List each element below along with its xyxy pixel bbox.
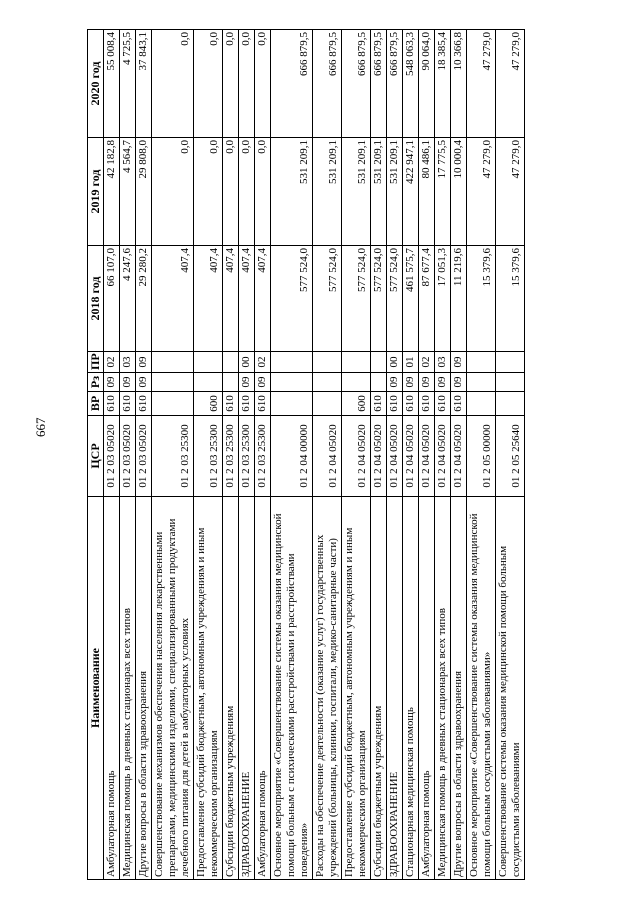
table-row bbox=[223, 30, 239, 880]
cell-2020: 0,0 bbox=[239, 30, 255, 138]
cell-pr bbox=[152, 352, 194, 373]
cell-2018: 577 524,0 bbox=[313, 246, 342, 352]
cell-2020: 18 385,4 bbox=[435, 30, 451, 138]
cell-2018: 4 247,6 bbox=[120, 246, 136, 352]
cell-vr: 610 bbox=[435, 392, 451, 416]
page-number: 667 bbox=[33, 417, 48, 437]
table-row bbox=[403, 30, 419, 880]
cell-name: Основное мероприятие «Совершенствование системы оказания медицинской помощи больным сосудистыми заболеваниями» bbox=[467, 497, 496, 880]
cell-pr: 00 bbox=[387, 352, 403, 373]
cell-pr bbox=[371, 352, 387, 373]
cell-2018: 17 051,3 bbox=[435, 246, 451, 352]
cell-2020: 55 008,4 bbox=[104, 30, 120, 138]
table-row bbox=[496, 30, 525, 880]
cell-2018: 15 379,6 bbox=[496, 246, 525, 352]
cell-name: Амбулаторная помощь bbox=[419, 497, 435, 880]
cell-2018: 461 575,7 bbox=[403, 246, 419, 352]
header-vr: ВР bbox=[88, 392, 104, 416]
cell-name: Субсидии бюджетным учреждениям bbox=[371, 497, 387, 880]
cell-2018: 407,4 bbox=[239, 246, 255, 352]
cell-csr: 01 2 04 00000 bbox=[271, 416, 313, 497]
cell-2020: 47 279,0 bbox=[496, 30, 525, 138]
cell-name: Предоставление субсидий бюджетным, автономным учреждениям и иным некоммерческим организациям bbox=[342, 497, 371, 880]
budget-table bbox=[87, 29, 525, 880]
table-header-row bbox=[88, 30, 104, 880]
cell-name: Другие вопросы в области здравоохранения bbox=[451, 497, 467, 880]
cell-2020: 666 879,5 bbox=[387, 30, 403, 138]
cell-2019: 17 775,5 bbox=[435, 138, 451, 246]
cell-vr: 610 bbox=[239, 392, 255, 416]
cell-rz: 09 bbox=[120, 373, 136, 392]
cell-vr: 610 bbox=[387, 392, 403, 416]
cell-2018: 29 280,2 bbox=[136, 246, 152, 352]
cell-csr: 01 2 04 05020 bbox=[342, 416, 371, 497]
cell-2019: 0,0 bbox=[223, 138, 239, 246]
cell-2018: 577 524,0 bbox=[387, 246, 403, 352]
cell-2019: 80 486,1 bbox=[419, 138, 435, 246]
cell-name: Совершенствование системы оказания медицинской помощи больным сосудистыми заболеваниями bbox=[496, 497, 525, 880]
table-row bbox=[435, 30, 451, 880]
cell-csr: 01 2 04 05020 bbox=[451, 416, 467, 497]
cell-rz: 09 bbox=[255, 373, 271, 392]
cell-rz bbox=[496, 373, 525, 392]
cell-vr: 610 bbox=[451, 392, 467, 416]
cell-csr: 01 2 03 05020 bbox=[136, 416, 152, 497]
cell-name: Субсидии бюджетным учреждениям bbox=[223, 497, 239, 880]
cell-rz: 09 bbox=[435, 373, 451, 392]
cell-vr: 610 bbox=[136, 392, 152, 416]
cell-2019: 47 279,0 bbox=[467, 138, 496, 246]
cell-vr bbox=[152, 392, 194, 416]
cell-pr bbox=[223, 352, 239, 373]
header-2019: 2019 год bbox=[88, 138, 104, 246]
cell-rz: 09 bbox=[451, 373, 467, 392]
table-row bbox=[387, 30, 403, 880]
table-row bbox=[451, 30, 467, 880]
cell-pr: 09 bbox=[136, 352, 152, 373]
cell-rz: 09 bbox=[387, 373, 403, 392]
table-row bbox=[104, 30, 120, 880]
cell-rz: 09 bbox=[239, 373, 255, 392]
cell-vr bbox=[271, 392, 313, 416]
cell-2018: 577 524,0 bbox=[342, 246, 371, 352]
cell-vr: 610 bbox=[104, 392, 120, 416]
cell-name: Амбулаторная помощь bbox=[255, 497, 271, 880]
cell-rz: 09 bbox=[403, 373, 419, 392]
cell-vr bbox=[313, 392, 342, 416]
cell-pr bbox=[342, 352, 371, 373]
cell-2020: 666 879,5 bbox=[371, 30, 387, 138]
cell-pr: 02 bbox=[104, 352, 120, 373]
cell-csr: 01 2 04 05020 bbox=[371, 416, 387, 497]
cell-rz bbox=[223, 373, 239, 392]
cell-rz bbox=[467, 373, 496, 392]
cell-rz bbox=[271, 373, 313, 392]
rotated-page-content bbox=[87, 30, 610, 880]
cell-vr: 610 bbox=[419, 392, 435, 416]
cell-2018: 66 107,0 bbox=[104, 246, 120, 352]
cell-csr: 01 2 04 05020 bbox=[387, 416, 403, 497]
cell-pr: 02 bbox=[255, 352, 271, 373]
cell-pr: 01 bbox=[403, 352, 419, 373]
cell-pr bbox=[194, 352, 223, 373]
cell-vr: 610 bbox=[223, 392, 239, 416]
cell-2018: 11 219,6 bbox=[451, 246, 467, 352]
cell-csr: 01 2 05 25640 bbox=[496, 416, 525, 497]
cell-2019: 10 000,4 bbox=[451, 138, 467, 246]
cell-2020: 37 843,1 bbox=[136, 30, 152, 138]
cell-csr: 01 2 04 05020 bbox=[435, 416, 451, 497]
cell-rz bbox=[194, 373, 223, 392]
table-row bbox=[467, 30, 496, 880]
cell-pr: 03 bbox=[435, 352, 451, 373]
cell-2018: 407,4 bbox=[255, 246, 271, 352]
cell-2019: 531 209,1 bbox=[313, 138, 342, 246]
table-row bbox=[136, 30, 152, 880]
cell-2019: 531 209,1 bbox=[271, 138, 313, 246]
cell-name: Основное мероприятие «Совершенствование системы оказания медицинской помощи больным с психическими расстройствами и расстройствами поведения» bbox=[271, 497, 313, 880]
cell-2020: 666 879,5 bbox=[271, 30, 313, 138]
cell-2018: 407,4 bbox=[152, 246, 194, 352]
table-row bbox=[271, 30, 313, 880]
table-row bbox=[371, 30, 387, 880]
cell-csr: 01 2 03 25300 bbox=[255, 416, 271, 497]
cell-vr: 610 bbox=[120, 392, 136, 416]
cell-2019: 0,0 bbox=[152, 138, 194, 246]
cell-vr: 600 bbox=[342, 392, 371, 416]
cell-name: Совершенствование механизмов обеспечения населения лекарственными препаратами, медицинскими изделиями, специализированными продуктами лечебного питания для детей в амбулаторных условиях bbox=[152, 497, 194, 880]
cell-rz: 09 bbox=[419, 373, 435, 392]
cell-2019: 29 808,0 bbox=[136, 138, 152, 246]
cell-csr: 01 2 04 05020 bbox=[403, 416, 419, 497]
cell-pr: 00 bbox=[239, 352, 255, 373]
table-row bbox=[194, 30, 223, 880]
cell-pr bbox=[313, 352, 342, 373]
cell-2020: 10 366,8 bbox=[451, 30, 467, 138]
cell-vr: 610 bbox=[403, 392, 419, 416]
table-row bbox=[239, 30, 255, 880]
cell-name: Расходы на обеспечение деятельности (оказание услуг) государственных учреждений (больницы, клиники, госпитали, медико-санитарные части) bbox=[313, 497, 342, 880]
cell-vr bbox=[467, 392, 496, 416]
cell-name: Предоставление субсидий бюджетным, автономным учреждениям и иным некоммерческим организациям bbox=[194, 497, 223, 880]
cell-rz bbox=[371, 373, 387, 392]
cell-name: Медицинская помощь в дневных стационарах всех типов bbox=[120, 497, 136, 880]
cell-2019: 0,0 bbox=[194, 138, 223, 246]
cell-2018: 407,4 bbox=[223, 246, 239, 352]
header-csr: ЦСР bbox=[88, 416, 104, 497]
cell-name: Амбулаторная помощь bbox=[104, 497, 120, 880]
cell-rz: 09 bbox=[104, 373, 120, 392]
cell-2019: 531 209,1 bbox=[371, 138, 387, 246]
cell-2020: 0,0 bbox=[223, 30, 239, 138]
header-2020: 2020 год bbox=[88, 30, 104, 138]
header-rz: Рз bbox=[88, 373, 104, 392]
table-row bbox=[342, 30, 371, 880]
cell-2019: 422 947,1 bbox=[403, 138, 419, 246]
cell-2020: 0,0 bbox=[194, 30, 223, 138]
cell-pr bbox=[467, 352, 496, 373]
cell-csr: 01 2 04 05020 bbox=[419, 416, 435, 497]
cell-csr: 01 2 03 25300 bbox=[239, 416, 255, 497]
cell-csr: 01 2 03 25300 bbox=[223, 416, 239, 497]
cell-2018: 87 677,4 bbox=[419, 246, 435, 352]
header-name: Наименование bbox=[88, 497, 104, 880]
cell-name: ЗДРАВООХРАНЕНИЕ bbox=[239, 497, 255, 880]
cell-2019: 47 279,0 bbox=[496, 138, 525, 246]
cell-2019: 0,0 bbox=[255, 138, 271, 246]
cell-2020: 548 063,3 bbox=[403, 30, 419, 138]
cell-pr: 09 bbox=[451, 352, 467, 373]
cell-2020: 4 725,5 bbox=[120, 30, 136, 138]
cell-2018: 577 524,0 bbox=[271, 246, 313, 352]
cell-2020: 47 279,0 bbox=[467, 30, 496, 138]
cell-csr: 01 2 03 05020 bbox=[104, 416, 120, 497]
cell-2020: 0,0 bbox=[152, 30, 194, 138]
cell-csr: 01 2 05 00000 bbox=[467, 416, 496, 497]
cell-name: Стационарная медицинская помощь bbox=[403, 497, 419, 880]
cell-2018: 407,4 bbox=[194, 246, 223, 352]
cell-2020: 90 064,0 bbox=[419, 30, 435, 138]
cell-2019: 531 209,1 bbox=[387, 138, 403, 246]
cell-csr: 01 2 04 05020 bbox=[313, 416, 342, 497]
cell-rz bbox=[313, 373, 342, 392]
cell-2019: 42 182,8 bbox=[104, 138, 120, 246]
cell-pr bbox=[496, 352, 525, 373]
header-pr: ПР bbox=[88, 352, 104, 373]
cell-csr: 01 2 03 25300 bbox=[194, 416, 223, 497]
cell-rz: 09 bbox=[136, 373, 152, 392]
cell-2020: 666 879,5 bbox=[313, 30, 342, 138]
cell-rz bbox=[342, 373, 371, 392]
cell-vr: 610 bbox=[371, 392, 387, 416]
cell-csr: 01 2 03 25300 bbox=[152, 416, 194, 497]
header-2018: 2018 год bbox=[88, 246, 104, 352]
cell-pr: 02 bbox=[419, 352, 435, 373]
cell-pr bbox=[271, 352, 313, 373]
cell-csr: 01 2 03 05020 bbox=[120, 416, 136, 497]
cell-name: Другие вопросы в области здравоохранения bbox=[136, 497, 152, 880]
cell-2018: 15 379,6 bbox=[467, 246, 496, 352]
cell-rz bbox=[152, 373, 194, 392]
table-row bbox=[313, 30, 342, 880]
table-row bbox=[120, 30, 136, 880]
cell-2019: 4 564,7 bbox=[120, 138, 136, 246]
table-row bbox=[419, 30, 435, 880]
cell-vr: 610 bbox=[255, 392, 271, 416]
cell-2020: 0,0 bbox=[255, 30, 271, 138]
table-row bbox=[255, 30, 271, 880]
cell-2019: 0,0 bbox=[239, 138, 255, 246]
cell-name: ЗДРАВООХРАНЕНИЕ bbox=[387, 497, 403, 880]
cell-name: Медицинская помощь в дневных стационарах всех типов bbox=[435, 497, 451, 880]
cell-2019: 531 209,1 bbox=[342, 138, 371, 246]
cell-2020: 666 879,5 bbox=[342, 30, 371, 138]
cell-2018: 577 524,0 bbox=[371, 246, 387, 352]
cell-pr: 03 bbox=[120, 352, 136, 373]
table-row bbox=[152, 30, 194, 880]
cell-vr bbox=[496, 392, 525, 416]
cell-vr: 600 bbox=[194, 392, 223, 416]
